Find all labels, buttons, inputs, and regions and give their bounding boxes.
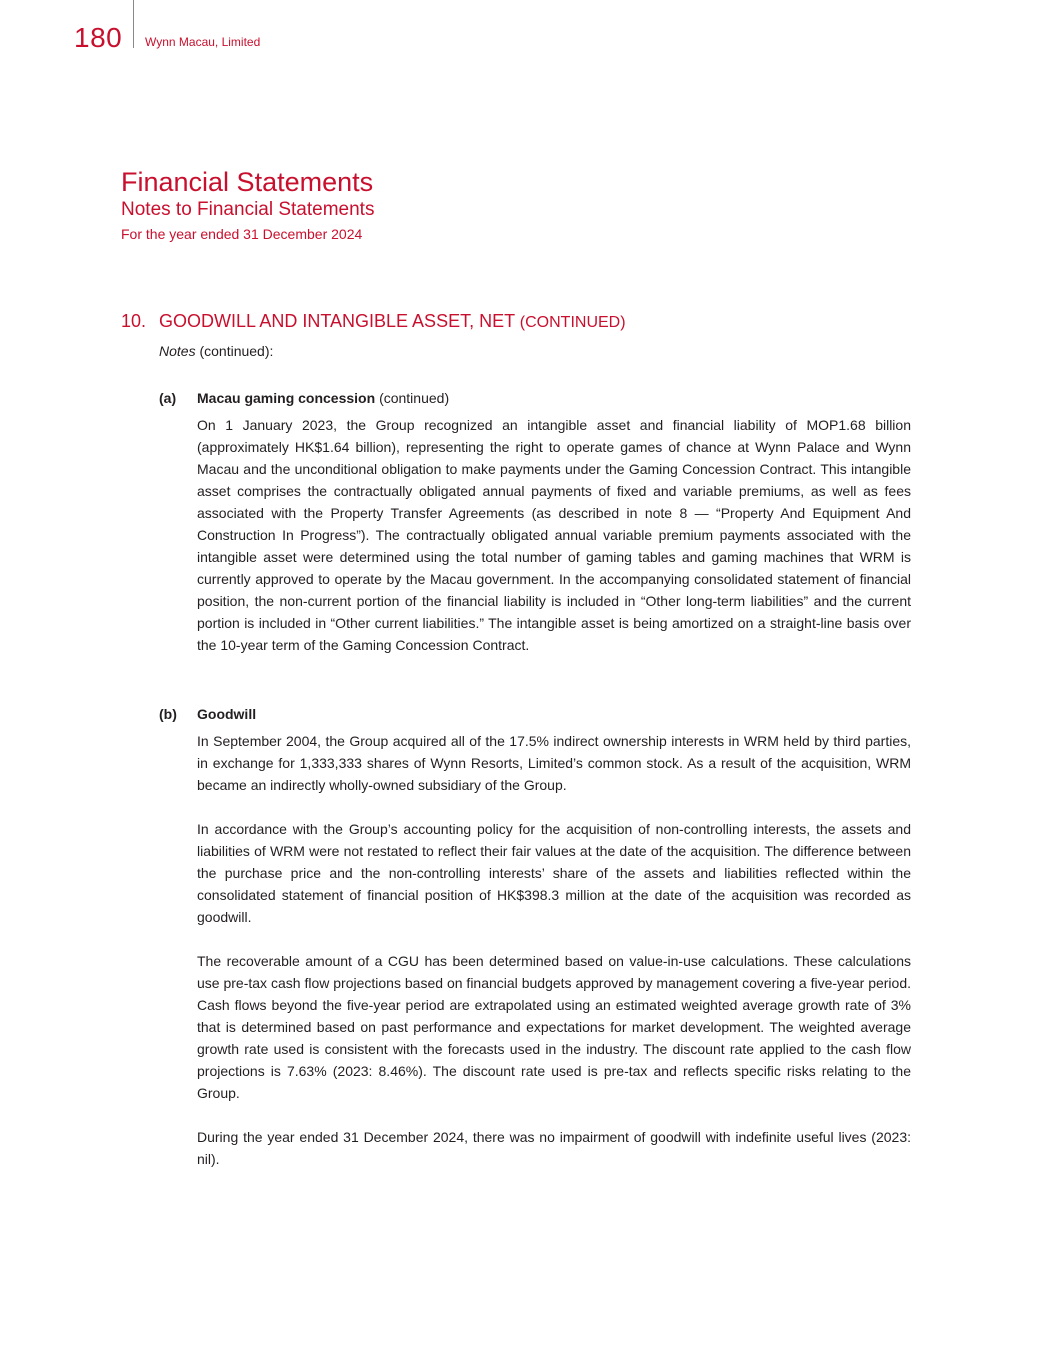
note-item-title: Macau gaming concession [197,390,376,406]
page-number: 180 [74,22,123,53]
section-heading [121,310,626,334]
note-item-letter: (b) [159,706,177,722]
note-item-header [159,703,911,725]
title-block [121,166,374,243]
header-divider [133,0,134,48]
note-item-letter: (a) [159,390,177,406]
note-item-title-suffix: (continued) [379,390,450,406]
note-item-title: Goodwill [197,706,257,722]
note-item-header [159,387,911,409]
note-paragraph: On 1 January 2023, the Group recognized an intangible asset and financial liability of MOP1.68 billion (approximately HK$1.64 billion), representing the right to operate games of chance at Wynn Palace and Wynn Macau and the unconditional obligation to make payments under the Gaming Concession Contract. This intangible asset comprises the contractually obligated annual payments of fixed and variable premiums, as well as fees associated with the Property Transfer Agreements (as described in note 8 — “Property And Equipment And Construction In Progress”). The contractually obligated annual variable premium payments associated with the intangible asset were determined using the total number of gaming tables and gaming machines that WRM is currently approved to operate by the Macau government. In the accompanying consolidated statement of financial position, the non-current portion of the financial liability is included in “Other long-term liabilities” and the current portion is included in “Other current liabilities.” The intangible asset is being amortized on a straight-line basis over the 10-year term of the Gaming Concession Contract. [197,417,911,653]
notes-label-italic: Notes [159,343,196,359]
note-paragraph: In accordance with the Group’s accounting policy for the acquisition of non-controlling interests, the assets and liabilities of WRM were not restated to reflect their fair values at the date of the acquisition. The difference between the purchase price and the non-controlling interests’ share of the assets and liabilities reflected within the consolidated statement of financial position of HK$398.3 million at the date of the acquisition was recorded as goodwill. [197,821,911,925]
section-number: 10. [121,311,147,331]
notes-label-suffix: (continued): [199,343,274,359]
note-paragraph: The recoverable amount of a CGU has been determined based on value-in-use calculations. These calculations use pre-tax cash flow projections based on financial budgets approved by management covering a five-year period. Cash flows beyond the five-year period are extrapolated using an estimated weighted average growth rate of 3% that is determined based on past performance and expectations for market development. The weighted average growth rate used is consistent with the forecasts used in the industry. The discount rate applied to the cash flow projections is 7.63% (2023: 8.46%). The discount rate used is pre-tax and reflects specific risks relating to the Group. [197,953,911,1101]
notes-label [159,341,273,361]
note-item-label [197,703,256,725]
company-name: Wynn Macau, Limited [145,35,261,49]
reporting-period: For the year ended 31 December 2024 [121,226,363,242]
note-item-a [159,387,911,656]
note-item-label [197,387,449,409]
page-subtitle: Notes to Financial Statements [121,199,375,220]
note-paragraph: During the year ended 31 December 2024, there was no impairment of goodwill with indefinite useful lives (2023: nil). [197,1129,911,1167]
note-paragraph: In September 2004, the Group acquired all of the 17.5% indirect ownership interests in WRM held by third parties, in exchange for 1,333,333 shares of Wynn Resorts, Limited’s common stock. As a result of the acquisition, WRM became an indirectly wholly-owned subsidiary of the Group. [197,733,911,793]
page-title: Financial Statements [121,167,374,197]
section-continued: (CONTINUED) [519,314,626,331]
section-title: GOODWILL AND INTANGIBLE ASSET, NET [159,311,515,331]
note-item-b [159,703,911,1170]
